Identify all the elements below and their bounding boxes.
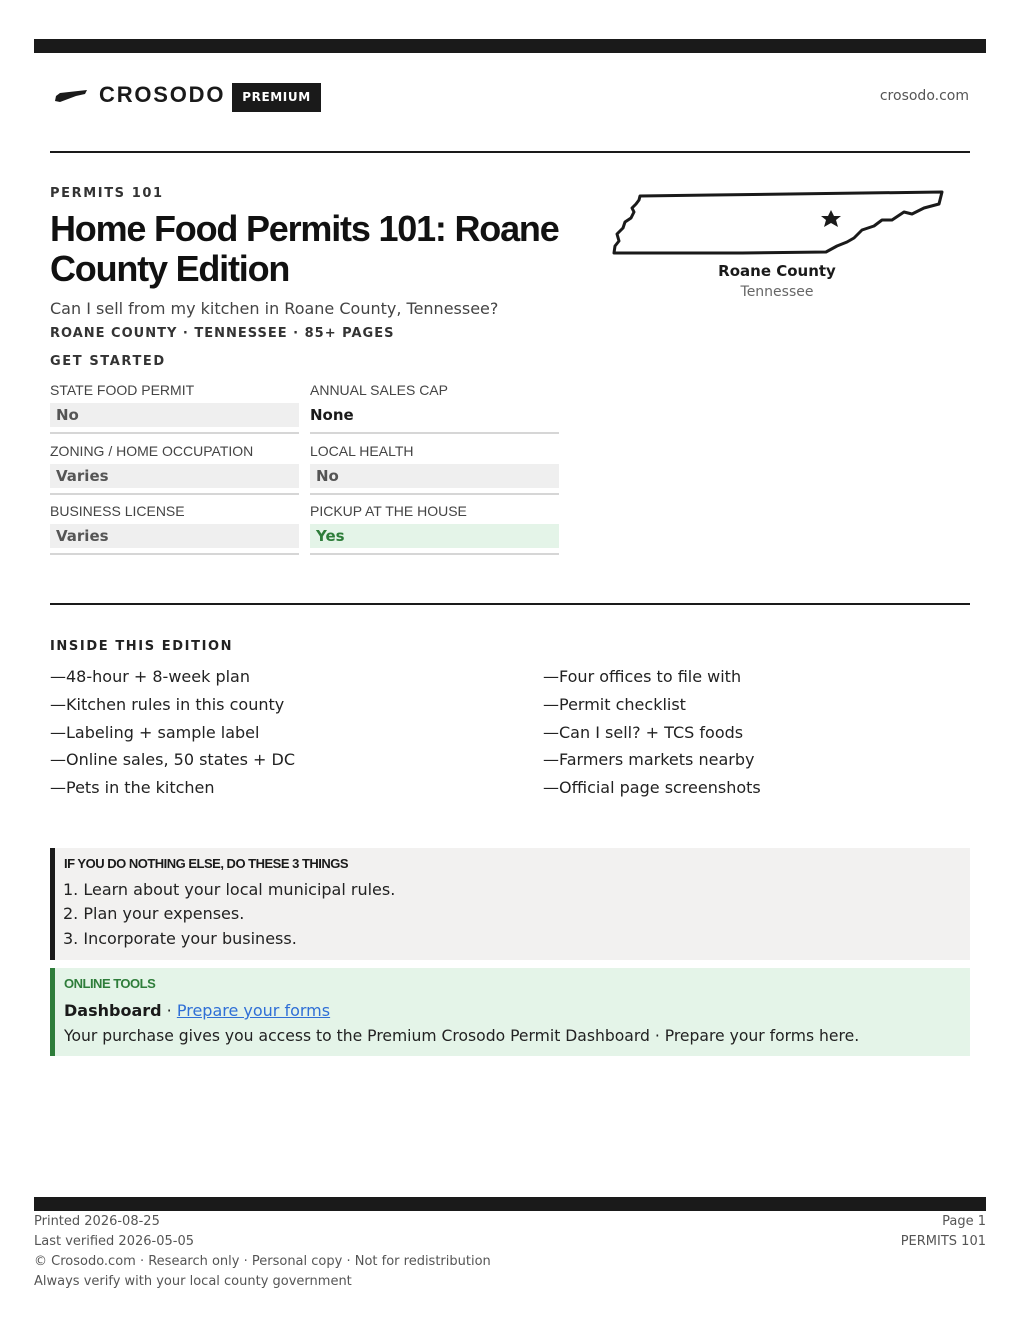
page-number: Page 1 [942, 1214, 986, 1229]
prepare-forms-link[interactable]: Prepare your forms [176, 1001, 331, 1020]
copyright-notice: © Crosodo.com · Research only · Personal copy · Not for redistribution [34, 1254, 491, 1269]
toc-item: —Can I sell? + TCS foods [543, 722, 744, 742]
dashboard-label: Dashboard [64, 1001, 162, 1020]
callout-item: 2. Plan your expenses. [63, 904, 245, 923]
header-divider [50, 151, 970, 153]
section-divider [50, 603, 970, 605]
fact-pickup-at-house [310, 503, 559, 555]
footer-rule-bar [34, 1197, 986, 1211]
edition-meta: ROANE COUNTY · TENNESSEE · 85+ PAGES [50, 326, 395, 341]
disclaimer: Always verify with your local county government [34, 1274, 352, 1289]
inside-heading: INSIDE THIS EDITION [50, 639, 234, 654]
fact-label: STATE FOOD PERMIT [50, 382, 195, 398]
fact-business-license [50, 503, 299, 555]
toc-left-column [50, 666, 490, 805]
section-kicker: PERMITS 101 [50, 186, 164, 201]
fact-label: BUSINESS LICENSE [50, 503, 185, 519]
tennessee-map [612, 186, 946, 258]
fact-label: ANNUAL SALES CAP [310, 382, 448, 398]
premium-badge: PREMIUM [232, 83, 321, 112]
page-subtitle: Can I sell from my kitchen in Roane County, Tennessee? [50, 299, 499, 318]
fact-annual-sales-cap [310, 382, 559, 434]
fact-label: PICKUP AT THE HOUSE [310, 503, 467, 519]
fact-value: Yes [310, 524, 559, 548]
fact-zoning [50, 443, 299, 495]
toc-item: —48-hour + 8-week plan [50, 667, 250, 686]
toc-item: —Pets in the kitchen [50, 778, 215, 798]
page-header [50, 80, 970, 114]
toc-right-column [543, 666, 983, 805]
fact-value: No [50, 403, 299, 427]
site-url[interactable]: crosodo.com [879, 88, 969, 104]
callout-item: 3. Incorporate your business. [63, 929, 297, 948]
page-title: Home Food Permits 101: Roane County Edition [50, 208, 559, 289]
toc-item: —Four offices to file with [543, 667, 742, 686]
callout-item: 1. Learn about your local municipal rules. [63, 880, 396, 899]
brand-name: CROSODO [99, 82, 226, 107]
get-started-heading: GET STARTED [50, 354, 166, 369]
printed-date: Printed 2026-08-25 [34, 1214, 160, 1229]
callout-heading: IF YOU DO NOTHING ELSE, DO THESE 3 THINGS [64, 856, 349, 871]
fact-value: None [310, 406, 354, 424]
fact-value: Varies [50, 464, 299, 488]
fact-label: LOCAL HEALTH [310, 443, 414, 459]
must-do-callout [50, 848, 970, 960]
toc-item: —Permit checklist [543, 694, 686, 714]
online-tools-callout [50, 968, 970, 1056]
county-star-icon [821, 210, 841, 227]
toc-item: —Kitchen rules in this county [50, 694, 285, 714]
fact-local-health [310, 443, 559, 495]
toc-item: —Online sales, 50 states + DC [50, 750, 296, 770]
verified-date: Last verified 2026-05-05 [34, 1234, 194, 1249]
toc-item: —Labeling + sample label [50, 722, 260, 742]
footer-section-name: PERMITS 101 [900, 1234, 986, 1249]
top-rule-bar [34, 39, 986, 53]
map-state-label: Tennessee [740, 284, 814, 300]
fact-value: No [310, 464, 559, 488]
tools-links [64, 1001, 330, 1020]
tools-heading: ONLINE TOOLS [64, 976, 156, 991]
separator: · [161, 1001, 177, 1020]
map-county-label: Roane County [718, 262, 836, 280]
fact-label: ZONING / HOME OCCUPATION [50, 443, 254, 459]
fact-state-food-permit [50, 382, 299, 434]
toc-item: —Farmers markets nearby [543, 750, 755, 770]
logo-icon [54, 86, 88, 106]
toc-item: —Official page screenshots [543, 778, 761, 798]
fact-value: Varies [50, 524, 299, 548]
tools-description: Your purchase gives you access to the Premium Crosodo Permit Dashboard · Prepare your forms here. [64, 1027, 860, 1045]
